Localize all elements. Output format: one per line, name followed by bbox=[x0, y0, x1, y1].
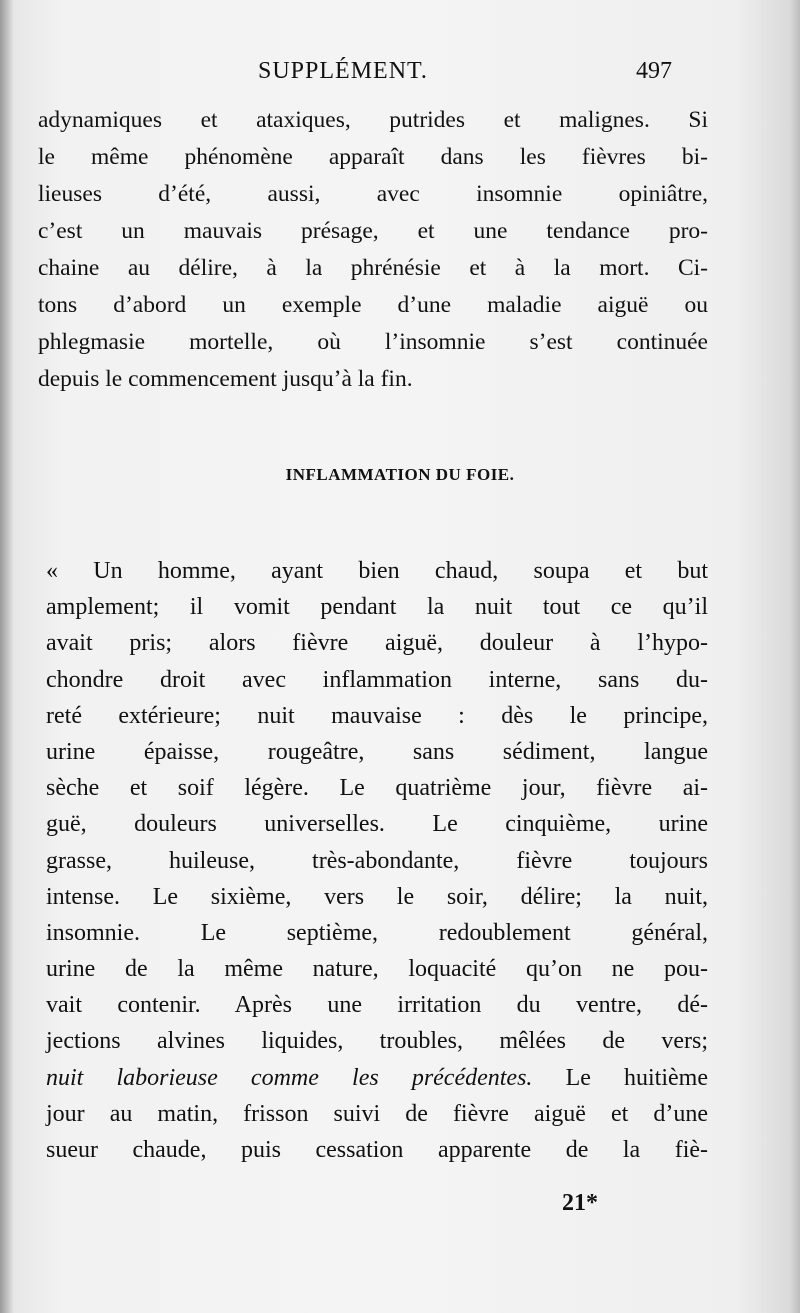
text-line: guë, douleurs universelles. Le cinquième, urine bbox=[46, 811, 708, 838]
text-line: intense. Le sixième, vers le soir, délire; la nuit, bbox=[46, 883, 708, 910]
text-fragment: Le huitième bbox=[532, 1064, 708, 1091]
text-line: adynamiques et ataxiques, putrides et malignes. Si bbox=[38, 107, 708, 133]
italic-text: nuit laborieuse comme les précédentes. bbox=[46, 1064, 533, 1091]
text-line: insomnie. Le septième, redoublement général, bbox=[46, 919, 708, 946]
text-line: phlegmasie mortelle, où l’insomnie s’est continuée bbox=[38, 329, 708, 355]
text-line: urine épaisse, rougeâtre, sans sédiment, langue bbox=[46, 738, 708, 765]
text-line: « Un homme, ayant bien chaud, soupa et but bbox=[46, 558, 708, 584]
text-line: sueur chaude, puis cessation apparente de la fiè- bbox=[46, 1137, 708, 1163]
text-line: jections alvines liquides, troubles, mêlées de vers; bbox=[46, 1028, 708, 1055]
text-line: depuis le commencement jusqu’à la fin. bbox=[38, 366, 413, 392]
text-line: c’est un mauvais présage, et une tendance pro- bbox=[38, 218, 708, 244]
text-line: amplement; il vomit pendant la nuit tout ce qu’il bbox=[46, 594, 708, 621]
text-line: urine de la même nature, loquacité qu’on ne pou- bbox=[46, 956, 708, 983]
text-line: jour au matin, frisson suivi de fièvre aiguë et d’une bbox=[46, 1100, 708, 1127]
text-line: chaine au délire, à la phrénésie et à la mort. Ci- bbox=[38, 255, 708, 281]
text-line: sèche et soif légère. Le quatrième jour, fièvre ai- bbox=[46, 775, 708, 802]
printer-signature: 21* bbox=[562, 1190, 598, 1216]
page-header bbox=[0, 58, 800, 98]
text-line: chondre droit avec inflammation interne, sans du- bbox=[46, 666, 708, 693]
section-heading: INFLAMMATION DU FOIE. bbox=[285, 465, 515, 484]
paragraph-case bbox=[46, 553, 708, 1168]
text-line: reté extérieure; nuit mauvaise : dès le principe, bbox=[46, 702, 708, 729]
text-line: avait pris; alors fièvre aiguë, douleur à l’hypo- bbox=[46, 630, 708, 657]
page-number: 497 bbox=[636, 58, 672, 84]
text-line: tons d’abord un exemple d’une maladie aiguë ou bbox=[38, 292, 708, 318]
paragraph-intro bbox=[38, 102, 708, 398]
text-line: grasse, huileuse, très-abondante, fièvre toujours bbox=[46, 847, 708, 874]
text-line: vait contenir. Après une irritation du ventre, dé- bbox=[46, 992, 708, 1019]
running-head: SUPPLÉMENT. bbox=[258, 58, 428, 84]
text-line: lieuses d’été, aussi, avec insomnie opiniâtre, bbox=[38, 181, 708, 207]
text-line: le même phénomène apparaît dans les fièvres bi- bbox=[38, 144, 708, 170]
text-line-mixed bbox=[46, 1060, 708, 1096]
